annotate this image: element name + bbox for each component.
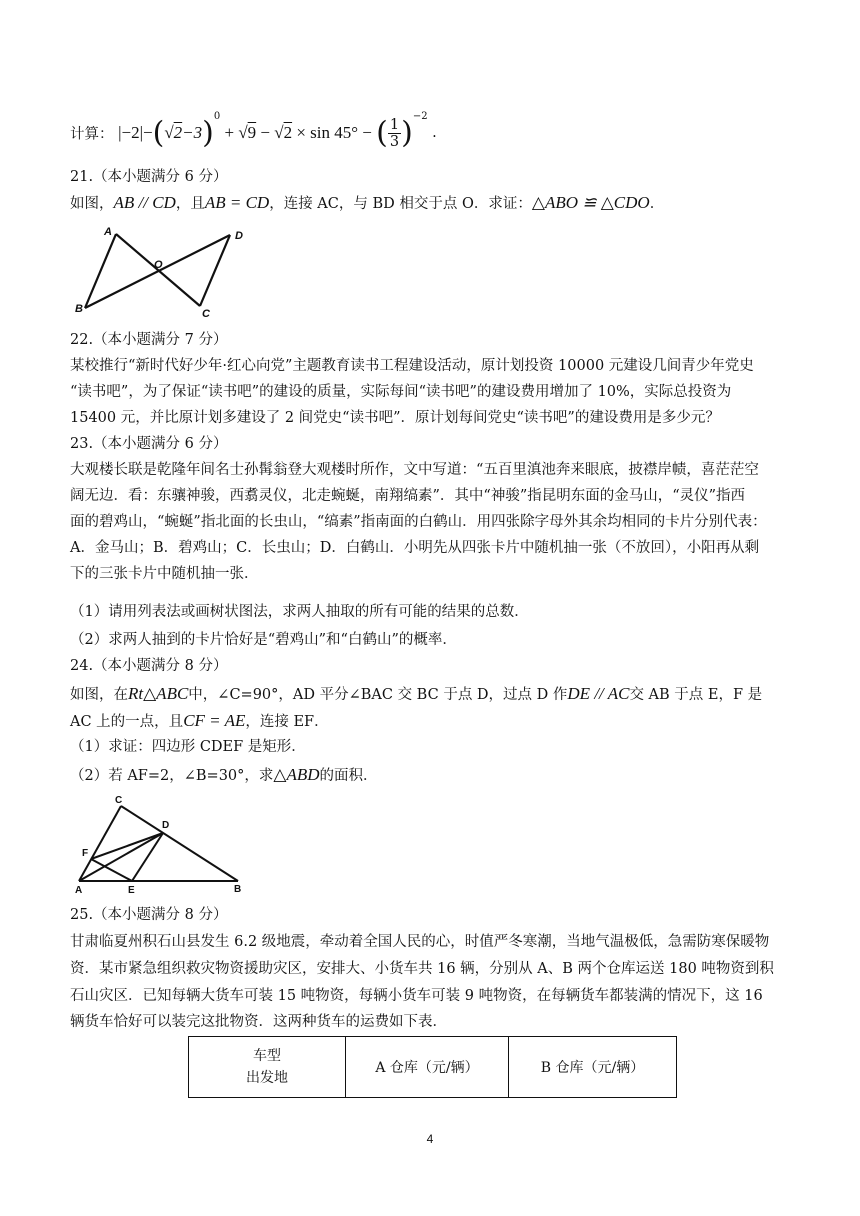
formula-label: 计算： (70, 126, 114, 143)
table-corner-cell: 车型 出发地 (189, 1037, 346, 1098)
label-a: A (104, 226, 112, 238)
q24-sub-2: （2）若 AF=2，∠B=30°，求△ABD的面积． (70, 765, 378, 784)
q25-line-2: 资．某市紧急组织救灾物资援助灾区，安排大、小货车共 16 辆，分别从 A、B 两个仓库运送 180 吨物资到积 (70, 961, 774, 977)
q23-header: 23.（本小题满分 6 分） (70, 436, 228, 452)
label-b: B (75, 303, 83, 315)
q24-sub-1: （1）求证：四边形 CDEF 是矩形． (70, 739, 306, 755)
one-third-fraction: $\frac{1}{3}$ (389, 116, 400, 150)
q22-header: 22.（本小题满分 7 分） (70, 332, 228, 348)
calc-formula: 计算： $|-2|-(√2-3)^0 + √9 - √2 \times \sin 45^\circ$ − ( $\frac{1}{3}$ )$^{-2}$ . (70, 111, 437, 151)
q21-header: 21.（本小题满分 6 分） (70, 169, 228, 185)
q22-line-1: 某校推行“新时代好少年·红心向党”主题教育读书工程建设活动，原计划投资 10000 元建设几间青少年党史 (70, 358, 754, 374)
freight-table (188, 1036, 677, 1098)
q24-header: 24.（本小题满分 8 分） (70, 658, 228, 674)
segment-bd (85, 235, 230, 308)
segment-de (132, 833, 163, 881)
q24-line-2: AC 上的一点，且CF = AE，连接 EF． (70, 711, 329, 730)
segment-fd (91, 833, 163, 859)
label-d: D (162, 820, 170, 831)
label-e: E (128, 885, 135, 894)
q25-line-4: 辆货车恰好可以装完这批物资．这两种货车的运费如下表． (70, 1014, 447, 1030)
table-col-a: A 仓库（元/辆） (346, 1037, 509, 1098)
q25-header: 25.（本小题满分 8 分） (70, 907, 228, 923)
q23-sub-1: （1）请用列表法或画树状图法，求两人抽取的所有可能的结果的总数． (70, 604, 529, 620)
label-f: F (82, 848, 89, 859)
page-number: 4 (426, 1132, 434, 1146)
label-c: C (115, 795, 123, 806)
q23-line-4: A．金马山；B．碧鸡山；C．长虫山；D．白鹤山．小明先从四张卡片中随机抽一张（不放回），小阳再从剩 (70, 540, 760, 556)
q22-line-3: 15400 元，并比原计划多建设了 2 间党史“读书吧”．原计划每间党史“读书吧”的建设费用是多少元？ (70, 410, 720, 426)
label-o: O (154, 259, 163, 271)
q23-line-2: 阔无边．看：东骧神骏，西翥灵仪，北走蜿蜒，南翔缟素”．其中“神骏”指昆明东面的金马山，“灵仪”指西 (70, 488, 746, 504)
q23-line-3: 面的碧鸡山，“蜿蜒”指北面的长虫山，“缟素”指南面的白鹤山．用四张除字母外其余均相同的卡片分别代表： (70, 514, 767, 530)
q24-figure (70, 792, 250, 894)
label-b: B (234, 884, 242, 894)
q21-statement: 如图，AB // CD，且AB = CD，连接 AC，与 BD 相交于点 O．求证：△ABO ≌ △CDO． (70, 193, 665, 212)
table-col-b: B 仓库（元/辆） (509, 1037, 677, 1098)
q21-figure (75, 222, 245, 322)
q25-line-3: 石山灾区．已知每辆大货车可装 15 吨物资，每辆小货车可装 9 吨物资，在每辆货车都装满的情况下，这 16 (70, 988, 763, 1004)
table-header-row (189, 1037, 677, 1098)
q22-line-2: “读书吧”，为了保证“读书吧”的建设的质量，实际每间“读书吧”的建设费用增加了 10%，实际总投资为 (70, 384, 732, 400)
label-d: D (235, 230, 243, 242)
q23-line-1: 大观楼长联是乾隆年间名士孙髯翁登大观楼时所作，文中写道：“五百里滇池奔来眼底，披襟岸帻，喜茫茫空 (70, 462, 759, 478)
segment-ab (85, 234, 116, 308)
label-c: C (202, 308, 210, 320)
q23-sub-2: （2）求两人抽到的卡片恰好是“碧鸡山”和“白鹤山”的概率． (70, 632, 457, 648)
q24-line-1: 如图，在Rt△ABC中，∠C=90°，AD 平分∠BAC 交 BC 于点 D，过点 D 作DE // AC交 AB 于点 E，F 是 (70, 684, 763, 703)
label-a: A (75, 885, 83, 894)
segment-dc (200, 235, 230, 306)
q25-line-1: 甘肃临夏州积石山县发生 6.2 级地震，牵动着全国人民的心，时值严冬寒潮，当地气温极低，急需防寒保暖物 (70, 934, 770, 950)
q23-line-5: 下的三张卡片中随机抽一张． (70, 566, 259, 582)
